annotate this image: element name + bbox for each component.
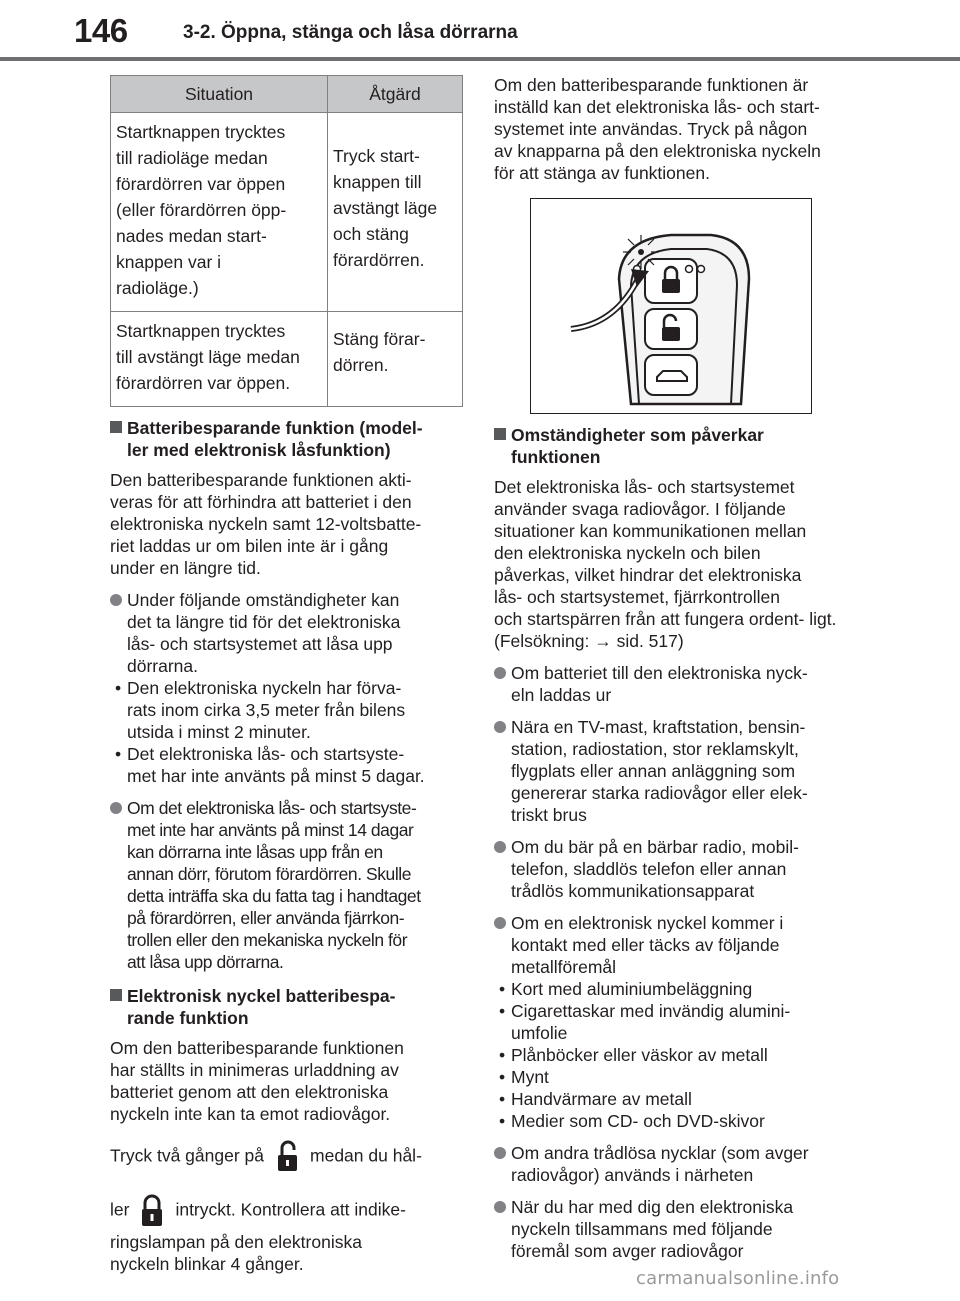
action-cell: Stäng förar- dörren. xyxy=(328,312,463,407)
unlock-icon xyxy=(272,1137,302,1177)
right-column xyxy=(494,74,849,1262)
arrow-right-icon: → xyxy=(594,631,612,651)
sub-item: • Kort med aluminiumbeläggning xyxy=(494,978,849,1000)
page-reference: sid. 517) xyxy=(616,631,684,651)
sub-item: • Handvärmare av metall xyxy=(494,1088,849,1110)
list-item xyxy=(494,836,849,902)
bullet-dot-icon xyxy=(110,802,122,814)
press-text-b: medan du hål- xyxy=(310,1145,422,1166)
battery-saver-intro: Den batteribesparande funktionen akti- veras för att förhindra att batteriet i den elektroniska nyckeln samt 12-voltsbatte- riet laddas ur om bilen inte är i gång under en längre tid. xyxy=(110,470,422,578)
bullet-text: När du har med dig den elektroniska nyckeln tillsammans med följande föremål som avger radiovågor xyxy=(511,1197,794,1261)
situation-table xyxy=(110,75,463,407)
bullet-text: Om det elektroniska lås- och startsyste- met inte har använts på minst 14 dagar kan dörrarna inte låsas upp från en annan dörr, förutom förardörren. Skulle detta inträffa ska du fatta tag i handtaget på förardörren, eller använda fjärrkon- trollen eller den mekaniska nyckeln för att låsa upp dörrarna. xyxy=(127,798,421,972)
bullet-text: Under följande omständigheter kan det ta längre tid för det elektroniska lås- och startsystemet att låsa upp dörrarna. xyxy=(127,590,401,676)
table-row xyxy=(111,312,463,407)
sub-item: • Den elektroniska nyckeln har förva- rats inom cirka 3,5 meter från bilens utsida i minst 2 minuter. xyxy=(110,677,465,743)
list-item xyxy=(494,1142,849,1186)
list-item xyxy=(494,662,849,706)
keyfob-drawing xyxy=(531,199,811,413)
watermark: carmanualsonline.info xyxy=(636,1268,840,1289)
table-header-situation: Situation xyxy=(111,76,328,113)
circumstances-heading: Omständigheter som påverkar funktionen xyxy=(494,424,849,468)
list-item xyxy=(110,797,465,973)
circumstances-intro-lines: Det elektroniska lås- och startsystemet använder svaga radiovågor. I följande situationer kan kommunikationen mellan den elektroniska nyckeln och bilen påverkas, vilket hindrar det elektroniska lås- och startsystemet, fjärrkontrollen och startspärren från att fungera ordent- xyxy=(494,477,807,629)
bullet-text: Om andra trådlösa nycklar (som avger radiovågor) används i närheten xyxy=(511,1143,809,1185)
table-header-action: Åtgärd xyxy=(328,76,463,113)
sub-item: • Mynt xyxy=(494,1066,849,1088)
bullet-text: Nära en TV-mast, kraftstation, bensin- station, radiostation, stor reklamskylt, flygplats eller annan anläggning som genererar starka radiovågor eller elek- triskt brus xyxy=(511,717,808,825)
situation-cell: Startknappen trycktes till radioläge medan förardörren var öppen (eller förardörren öpp- nades medan start- knappen var i radioläge.) xyxy=(111,113,328,312)
lock-icon xyxy=(137,1191,167,1231)
bullet-dot-icon xyxy=(494,917,506,929)
sub-item: • Medier som CD- och DVD-skivor xyxy=(494,1110,849,1132)
bullet-dot-icon xyxy=(494,841,506,853)
key-battery-saver-text: Om den batteribesparande funktionen har ställts in minimeras urladdning av batteriet genom att den elektroniska nyckeln inte kan ta emot radiovågor. xyxy=(110,1038,404,1124)
circumstances-intro xyxy=(494,476,849,652)
list-item xyxy=(494,912,849,1132)
list-item xyxy=(494,1196,849,1262)
table-row xyxy=(111,113,463,312)
bullet-dot-icon xyxy=(110,594,122,606)
key-battery-saver-heading: Elektronisk nyckel batteribespa- rande funktion xyxy=(110,985,465,1029)
bullet-text: Om batteriet till den elektroniska nyck- eln laddas ur xyxy=(511,663,808,705)
press-instruction xyxy=(110,1191,465,1231)
circumstances-intro-last: ligt. (Felsökning: xyxy=(494,609,837,651)
list-item xyxy=(110,589,465,787)
bullet-text: Om en elektronisk nyckel kommer i kontakt med eller täcks av följande metallföremål xyxy=(511,913,784,977)
keyfob-illustration xyxy=(530,198,812,414)
section-title: 3-2. Öppna, stänga och låsa dörrarna xyxy=(183,22,518,43)
left-column xyxy=(110,75,465,1275)
header-rule xyxy=(0,57,960,61)
battery-saver-deactivate-text: Om den batteribesparande funktionen är inställd kan det elektroniska lås- och start- systemet inte användas. Tryck på någon av knapparna på den elektroniska nyckeln för att stänga av funktionen. xyxy=(494,75,821,183)
bullet-dot-icon xyxy=(494,1147,506,1159)
bullet-dot-icon xyxy=(494,721,506,733)
sub-item: • Plånböcker eller väskor av metall xyxy=(494,1044,849,1066)
press-tail: ringslampan på den elektroniska nyckeln blinkar 4 gånger. xyxy=(110,1232,362,1274)
press-instruction xyxy=(110,1137,465,1177)
action-cell: Tryck start- knappen till avstängt läge och stäng förardörren. xyxy=(328,113,463,312)
list-item xyxy=(494,716,849,826)
battery-saver-heading: Batteribesparande funktion (model- ler med elektronisk låsfunktion) xyxy=(110,417,465,461)
press-text-c: ler xyxy=(110,1199,130,1220)
press-text-d: intryckt. Kontrollera att indike- xyxy=(175,1199,406,1220)
bullet-dot-icon xyxy=(494,667,506,679)
sub-item: • Cigarettaskar med invändig alumini- umfolie xyxy=(494,1000,849,1044)
sub-item: • Det elektroniska lås- och startsyste- met har inte använts på minst 5 dagar. xyxy=(110,743,465,787)
bullet-dot-icon xyxy=(494,1201,506,1213)
situation-cell: Startknappen trycktes till avstängt läge medan förardörren var öppen. xyxy=(111,312,328,407)
page-number: 146 xyxy=(74,12,128,49)
bullet-text: Om du bär på en bärbar radio, mobil- telefon, sladdlös telefon eller annan trådlös kommunikationsapparat xyxy=(511,837,799,901)
press-text-a: Tryck två gånger på xyxy=(110,1145,265,1166)
